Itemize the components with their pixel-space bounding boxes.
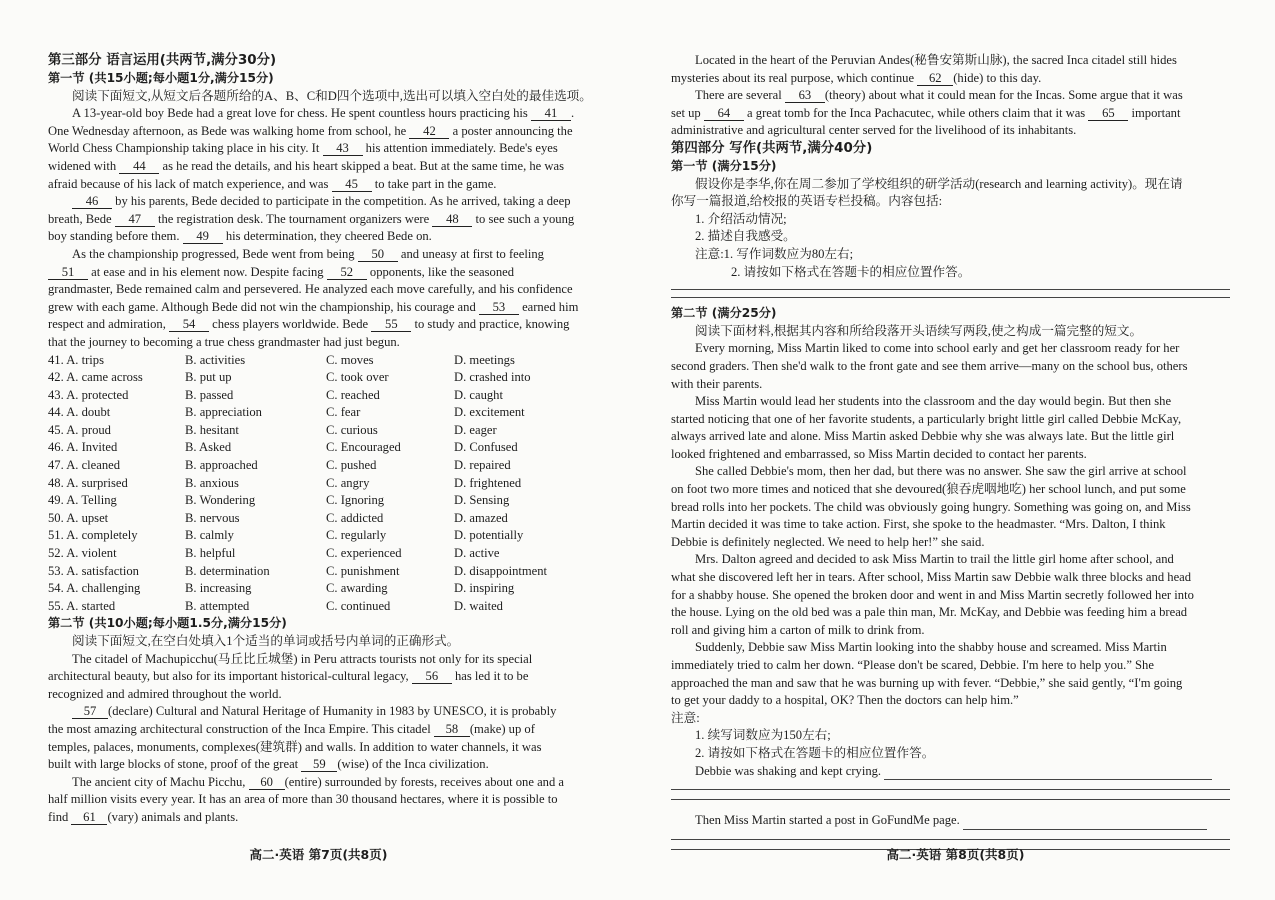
option-41-C[interactable]: C. moves xyxy=(326,352,374,367)
option-48-D[interactable]: D. frightened xyxy=(454,475,522,490)
option-51-D[interactable]: D. potentially xyxy=(454,528,524,543)
writing-line[interactable] xyxy=(671,799,1230,800)
passage-line: recognized and admired throughout the world. xyxy=(48,686,282,701)
option-50-A[interactable]: 50. A. upset xyxy=(48,510,109,525)
option-50-C[interactable]: C. addicted xyxy=(326,510,384,525)
option-51-A[interactable]: 51. A. completely xyxy=(48,528,138,543)
writing-point: 2. 描述自我感受。 xyxy=(695,229,796,244)
passage-line: temples, palaces, monuments, complexes(建筑群) and walls. In addition to water channels, it was xyxy=(48,739,542,754)
cloze-passage xyxy=(48,105,607,351)
blank-45[interactable]: 45 xyxy=(332,178,372,192)
option-45-C[interactable]: C. curious xyxy=(326,422,378,437)
writing-section2-title: 第二节 (满分25分) xyxy=(671,306,777,321)
options-grid xyxy=(48,352,607,616)
option-48-B[interactable]: B. anxious xyxy=(185,475,239,490)
page-footer: 高二·英语 第8页(共8页) xyxy=(886,847,1025,862)
blank-51[interactable]: 51 xyxy=(48,266,88,280)
option-52-C[interactable]: C. experienced xyxy=(326,546,402,561)
story-line: Debbie is definitely neglected. We need to help her!” she said. xyxy=(671,534,985,549)
story-line: always arrived late and alone. Miss Martin asked Debbie why she was always late. But the little girl xyxy=(671,429,1175,444)
story-line: the house. Lying on the old bed was a pale thin man, Mr. McKay, and Debbie was feeding him a bread xyxy=(671,605,1188,620)
passage-line: mysteries about its real purpose, which continue 62 (hide) to this day. xyxy=(671,70,1042,85)
option-44-A[interactable]: 44. A. doubt xyxy=(48,405,111,420)
option-51-C[interactable]: C. regularly xyxy=(326,528,387,543)
option-41-A[interactable]: 41. A. trips xyxy=(48,352,104,367)
writing-prompt: 你写一篇报道,给校报的英语专栏投稿。内容包括: xyxy=(671,194,943,209)
passage-line: The ancient city of Machu Picchu, 60 (entire) surrounded by forests, receives about one and a xyxy=(72,774,565,789)
passage-line: respect and admiration, 54 chess players worldwide. Bede 55 to study and practice, knowing xyxy=(48,317,570,332)
section2-instructions: 阅读下面短文,在空白处填入1个适当的单词或括号内单词的正确形式。 xyxy=(72,634,460,648)
blank-59[interactable]: 59 xyxy=(301,758,337,772)
note-item: 1. 续写词数应为150左右; xyxy=(695,728,831,743)
passage-line: 51 at ease and in his element now. Despite facing 52 opponents, like the seasoned xyxy=(48,264,607,282)
story-line: She called Debbie's mom, then her dad, but there was no answer. She saw the girl arrive at school xyxy=(695,464,1187,479)
blank-56[interactable]: 56 xyxy=(412,670,452,684)
passage-line: A 13-year-old boy Bede had a great love for chess. He spent countless hours practicing his 41 . xyxy=(72,106,575,121)
option-55-B[interactable]: B. attempted xyxy=(185,598,250,613)
passage-line: One Wednesday afternoon, as Bede was walking home from school, he 42 a poster announcing the xyxy=(48,123,573,138)
story-line: Every morning, Miss Martin liked to come into school early and get her classroom ready for her xyxy=(695,341,1180,356)
blank-65[interactable]: 65 xyxy=(1088,107,1128,121)
option-47-C[interactable]: C. pushed xyxy=(326,458,377,473)
answer-line xyxy=(671,289,1230,290)
section1-instructions: 阅读下面短文,从短文后各题所给的A、B、C和D四个选项中,选出可以填入空白处的最佳选项。 xyxy=(72,88,592,103)
option-41-D[interactable]: D. meetings xyxy=(454,352,515,367)
passage-line: built with large blocks of stone, proof of the great 59 (wise) of the Inca civilization. xyxy=(48,757,489,772)
passage-line: Located in the heart of the Peruvian Andes(秘鲁安第斯山脉), the sacred Inca citadel still hides xyxy=(695,53,1177,67)
passage-line: administrative and agricultural center served for the livelihood of its inhabitants. xyxy=(671,123,1077,138)
continuation-start-2: Then Miss Martin started a post in GoFundMe page. xyxy=(671,812,1230,830)
option-49-B[interactable]: B. Wondering xyxy=(185,493,256,508)
option-42-A[interactable]: 42. A. came across xyxy=(48,370,143,385)
option-55-C[interactable]: C. continued xyxy=(326,598,391,613)
blank-64[interactable]: 64 xyxy=(704,107,744,121)
option-53-D[interactable]: D. disappointment xyxy=(454,563,548,578)
writing-line[interactable] xyxy=(884,779,1212,780)
option-53-C[interactable]: C. punishment xyxy=(326,563,400,578)
option-49-C[interactable]: C. Ignoring xyxy=(326,493,385,508)
story-line: with their parents. xyxy=(671,376,763,391)
option-45-A[interactable]: 45. A. proud xyxy=(48,422,111,437)
story-line: started noticing that one of her favorite students, a particularly bright little girl called Debbie McKay, xyxy=(671,411,1182,426)
story-line: to get your daddy to a hospital, OK? Then the doctors can help him.” xyxy=(671,693,1019,708)
option-42-C[interactable]: C. took over xyxy=(326,370,389,385)
story-line: Martin decided it was time to take action. First, she spoke to the headmaster. “Mrs. Dalton, I think xyxy=(671,517,1166,532)
blank-44[interactable]: 44 xyxy=(119,160,159,174)
option-54-D[interactable]: D. inspiring xyxy=(454,581,515,596)
story-line: immediately tried to calm her down. “Please don't be scared, Debbie. I'm here to help you.” She xyxy=(671,658,1154,672)
grammar-passage xyxy=(48,651,607,827)
passage-line: breath, Bede 47 the registration desk. The tournament organizers were 48 to see such a young xyxy=(48,211,575,226)
blank-54[interactable]: 54 xyxy=(169,318,209,332)
blank-57[interactable]: 57 xyxy=(72,705,108,719)
writing-note: 注意:1. 写作词数应为80左右; xyxy=(695,246,854,261)
blank-61[interactable]: 61 xyxy=(71,811,107,825)
option-46-D[interactable]: D. Confused xyxy=(454,440,518,455)
passage-line: that the journey to becoming a true chess grandmaster had just begun. xyxy=(48,334,400,349)
blank-60[interactable]: 60 xyxy=(249,776,285,790)
writing-point: 1. 介绍活动情况; xyxy=(695,211,787,226)
page-8 xyxy=(637,0,1274,900)
writing-prompt: 假设你是李华,你在周二参加了学校组织的研学活动(research and learning activity)。现在请 xyxy=(695,176,1183,191)
story-line: Mrs. Dalton agreed and decided to ask Miss Martin to trail the little girl home after school, and xyxy=(695,552,1174,567)
story-line: approached the man and saw that he was burning up with fever. “Debbie,” she said gently, “I'm going xyxy=(671,675,1183,690)
option-48-A[interactable]: 48. A. surprised xyxy=(48,475,128,490)
option-41-B[interactable]: B. activities xyxy=(185,352,246,367)
option-43-A[interactable]: 43. A. protected xyxy=(48,387,129,402)
passage-line: widened with 44 as he read the details, and his heart skipped a beat. But at the same time, he was xyxy=(48,158,564,173)
part3-title: 第三部分 语言运用(共两节,满分30分) xyxy=(48,53,277,68)
writing-line[interactable] xyxy=(963,829,1207,830)
option-43-B[interactable]: B. passed xyxy=(185,387,234,402)
story-line: Suddenly, Debbie saw Miss Martin looking into the shabby house and screamed. Miss Martin xyxy=(695,640,1167,655)
option-44-B[interactable]: B. appreciation xyxy=(185,405,262,420)
passage-line: 57 (declare) Cultural and Natural Heritage of Humanity in 1983 by UNESCO, it is probably xyxy=(48,703,607,721)
passage-line: grandmaster, Bede remained calm and persevered. He analyzed each move carefully, and his confidence xyxy=(48,282,573,297)
option-46-B[interactable]: B. Asked xyxy=(185,440,232,455)
story-line: for a shabby house. She opened the broken door and went in and Miss Martin secretly followed her into xyxy=(671,587,1194,602)
option-55-D[interactable]: D. waited xyxy=(454,598,503,613)
note-title: 注意: xyxy=(671,710,700,725)
option-43-C[interactable]: C. reached xyxy=(326,387,380,402)
option-50-D[interactable]: D. amazed xyxy=(454,510,508,525)
option-49-D[interactable]: D. Sensing xyxy=(454,493,510,508)
continuation-start-1: Debbie was shaking and kept crying. xyxy=(671,763,1230,781)
blank-52[interactable]: 52 xyxy=(327,266,367,280)
writing-note: 2. 请按如下格式在答题卡的相应位置作答。 xyxy=(731,264,971,279)
passage-line: There are several 63 (theory) about what it could mean for the Incas. Some argue that it was xyxy=(695,88,1183,103)
passage-line: the most amazing architectural construction of the Inca Empire. This citadel 58 (make) up of xyxy=(48,721,535,736)
story-line: bread rolls into her pockets. The child was obviously going hungry. Something was going on, and Miss xyxy=(671,499,1191,514)
blank-62[interactable]: 62 xyxy=(917,72,953,86)
story-line: on foot two more times and noticed that she devoured(狼吞虎咽地吃) her school lunch, and put some xyxy=(671,482,1186,497)
writing-instructions: 阅读下面材料,根据其内容和所给段落开头语续写两段,使之构成一篇完整的短文。 xyxy=(695,323,1143,338)
option-43-D[interactable]: D. caught xyxy=(454,387,503,402)
option-47-A[interactable]: 47. A. cleaned xyxy=(48,458,121,473)
option-44-C[interactable]: C. fear xyxy=(326,405,361,420)
passage-line: The citadel of Machupicchu(马丘比丘城堡) in Peru attracts tourists not only for its special xyxy=(72,651,533,666)
passage-line: architectural beauty, but also for its important historical-cultural legacy, 56 has led it to be xyxy=(48,669,529,684)
option-49-A[interactable]: 49. A. Telling xyxy=(48,493,117,508)
option-45-B[interactable]: B. hesitant xyxy=(185,422,239,437)
option-50-B[interactable]: B. nervous xyxy=(185,510,240,525)
blank-49[interactable]: 49 xyxy=(183,230,223,244)
blank-42[interactable]: 42 xyxy=(409,125,449,139)
option-42-D[interactable]: D. crashed into xyxy=(454,370,531,385)
option-55-A[interactable]: 55. A. started xyxy=(48,598,116,613)
passage-line: set up 64 a great tomb for the Inca Pachacutec, while others claim that it was 65 important xyxy=(671,105,1181,120)
section1-title: 第一节 (共15小题;每小题1分,满分15分) xyxy=(48,71,274,85)
option-52-B[interactable]: B. helpful xyxy=(185,546,236,561)
story-line: Miss Martin would lead her students into the classroom and the day would begin. But then she xyxy=(695,394,1172,409)
section2-title: 第二节 (共10小题;每小题1.5分,满分15分) xyxy=(48,616,287,631)
blank-63[interactable]: 63 xyxy=(785,89,825,103)
passage-line: 46 by his parents, Bede decided to participate in the competition. As he arrived, taking a deep xyxy=(48,193,607,211)
passage-line: afraid because of his lack of match experience, and was 45 to take part in the game. xyxy=(48,176,497,191)
part4-title: 第四部分 写作(共两节,满分40分) xyxy=(671,140,873,156)
blank-41[interactable]: 41 xyxy=(531,107,571,121)
writing-section1-title: 第一节 (满分15分) xyxy=(671,158,777,173)
passage-line: find 61 (vary) animals and plants. xyxy=(48,809,239,824)
option-47-D[interactable]: D. repaired xyxy=(454,458,511,473)
page-7 xyxy=(0,0,637,900)
option-46-A[interactable]: 46. A. Invited xyxy=(48,440,118,455)
passage-line: World Chess Championship taking place in his city. It 43 his attention immediately. Bede's eyes xyxy=(48,141,558,156)
blank-58[interactable]: 58 xyxy=(434,723,470,737)
option-51-B[interactable]: B. calmly xyxy=(185,528,234,543)
story-passage xyxy=(671,340,1230,709)
option-44-D[interactable]: D. excitement xyxy=(454,405,525,420)
passage-line: half million visits every year. It has an area of more than 30 thousand hectares, where it is possible to xyxy=(48,792,558,807)
option-46-C[interactable]: C. Encouraged xyxy=(326,440,401,455)
option-53-B[interactable]: B. determination xyxy=(185,563,270,578)
blank-47[interactable]: 47 xyxy=(115,213,155,227)
blank-46[interactable]: 46 xyxy=(72,195,112,209)
page-footer: 高二·英语 第7页(共8页) xyxy=(249,847,388,862)
writing-line[interactable] xyxy=(671,839,1230,840)
story-line: looked frightened and embarrassed, so Miss Martin decided to contact her parents. xyxy=(671,446,1087,461)
story-line: roll and giving him a carton of milk to drink from. xyxy=(671,622,925,637)
option-54-A[interactable]: 54. A. challenging xyxy=(48,581,141,596)
passage-line: As the championship progressed, Bede went from being 50 and uneasy at first to feeling xyxy=(72,246,544,261)
option-42-B[interactable]: B. put up xyxy=(185,370,232,385)
option-52-D[interactable]: D. active xyxy=(454,546,500,561)
option-54-C[interactable]: C. awarding xyxy=(326,581,388,596)
writing-line[interactable] xyxy=(671,789,1230,790)
passage-line: boy standing before them. 49 his determination, they cheered Bede on. xyxy=(48,229,432,244)
blank-48[interactable]: 48 xyxy=(432,213,472,227)
story-line: what she discovered left her in tears. After school, Miss Martin saw Debbie walk three blocks and head xyxy=(671,570,1192,585)
note-item: 2. 请按如下格式在答题卡的相应位置作答。 xyxy=(695,745,935,760)
option-53-A[interactable]: 53. A. satisfaction xyxy=(48,563,139,578)
blank-50[interactable]: 50 xyxy=(358,248,398,262)
option-45-D[interactable]: D. eager xyxy=(454,422,497,437)
answer-line xyxy=(671,297,1230,298)
blank-43[interactable]: 43 xyxy=(323,142,363,156)
option-54-B[interactable]: B. increasing xyxy=(185,581,252,596)
passage-line: grew with each game. Although Bede did not win the championship, his courage and 53 earned him xyxy=(48,299,579,314)
option-48-C[interactable]: C. angry xyxy=(326,475,370,490)
story-line: second graders. Then she'd walk to the front gate and see them arrive—many on the school bus, others xyxy=(671,358,1188,373)
option-52-A[interactable]: 52. A. violent xyxy=(48,546,117,561)
blank-55[interactable]: 55 xyxy=(371,318,411,332)
option-47-B[interactable]: B. approached xyxy=(185,458,258,473)
blank-53[interactable]: 53 xyxy=(479,301,519,315)
